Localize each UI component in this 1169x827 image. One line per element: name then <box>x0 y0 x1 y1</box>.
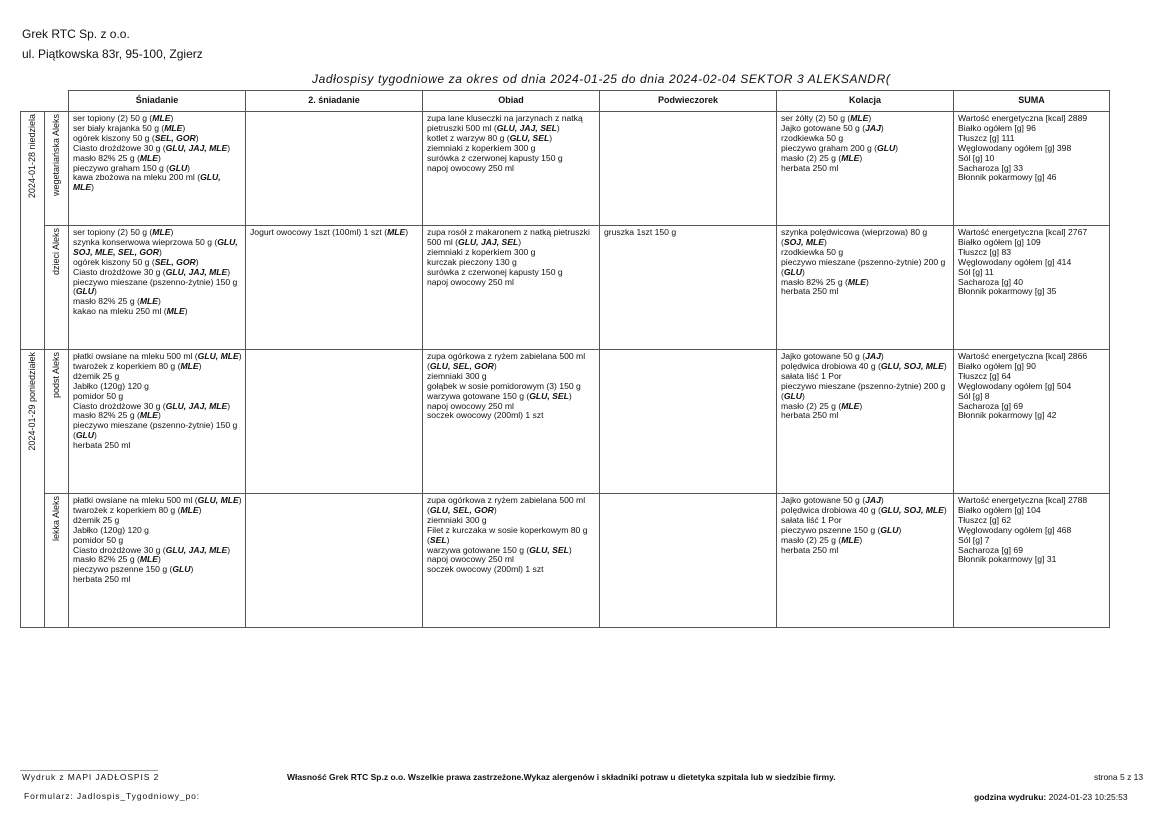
day-label: 2024-01-29 poniedziałek <box>27 352 38 451</box>
nutrition-value: Białko ogółem [g] 96 <box>958 122 1036 133</box>
meal-item: Ciasto drożdżowe 30 g (GLU, JAJ, MLE) <box>73 266 231 277</box>
meal-item: zupa ogórkowa z ryżem zabielana 500 ml (GLU, SEL, GOR) <box>427 495 586 515</box>
nutrition-value: Wartość energetyczna [kcal] 2889 <box>958 113 1088 123</box>
meal-item: herbata 250 ml <box>781 410 839 421</box>
allergen-codes: MLE <box>139 296 159 307</box>
nutrition-value: Błonnik pokarmowy [g] 42 <box>958 410 1057 421</box>
meal-item: ser topiony (2) 50 g (MLE) <box>73 227 174 237</box>
column-header: Obiad <box>423 91 600 112</box>
meal-item: sałata liść 1 Por <box>781 514 842 525</box>
weekly-menu-table <box>20 90 1110 628</box>
allergen-codes: GLU <box>172 564 191 575</box>
meal-item: pieczywo mieszane (pszenno-żytnie) 200 g (GLU) <box>781 380 946 401</box>
meal-item: gołąbek w sosie pomidorowym (3) 150 g <box>427 380 581 391</box>
meal-item: Ciasto drożdżowe 30 g (GLU, JAJ, MLE) <box>73 544 231 555</box>
allergen-codes: GLU <box>880 524 899 535</box>
allergen-codes: MLE <box>139 152 159 163</box>
meal-item: kurczak pieczony 130 g <box>427 256 517 267</box>
allergen-codes: MLE <box>850 113 869 123</box>
meal-cell <box>69 350 246 494</box>
diet-group-label: dzieci Aleks <box>51 228 62 276</box>
meal-item: napoj owocowy 250 ml <box>427 162 514 173</box>
nutrition-value: Wartość energetyczna [kcal] 2767 <box>958 227 1088 237</box>
allergen-codes: GLU <box>169 162 188 173</box>
meal-item: napoj owocowy 250 ml <box>427 554 514 565</box>
allergen-codes: MLE <box>387 227 406 237</box>
footer-print-time <box>974 792 1128 802</box>
allergen-codes: MLE <box>164 122 183 133</box>
allergen-codes: GLU <box>75 286 95 297</box>
header-blank <box>21 91 45 112</box>
allergen-codes: GLU <box>75 430 95 441</box>
meal-cell <box>69 112 246 226</box>
meal-item: sałata liść 1 Por <box>781 370 842 381</box>
meal-item: ser topiony (2) 50 g (MLE) <box>73 113 174 123</box>
menu-row <box>21 350 1110 494</box>
nutrition-value: Wartość energetyczna [kcal] 2788 <box>958 495 1088 505</box>
meal-item: pieczywo pszenne 150 g (GLU) <box>781 524 902 535</box>
meal-item: kotlet z warzyw 80 g (GLU, SEL) <box>427 132 553 143</box>
meal-item: Jabłko (120g) 120 g <box>73 380 149 391</box>
footer-form: Formularz: Jadlospis_Tygodniowy_po: <box>24 791 201 801</box>
allergen-codes: MLE <box>152 113 171 123</box>
meal-item: pieczywo graham 150 g (GLU) <box>73 162 191 173</box>
nutrition-value: Węglowodany ogółem [g] 468 <box>958 524 1072 535</box>
meal-item: zupa lane kluseczki na jarzynach z natką pietruszki 500 ml (GLU, JAJ, SEL) <box>427 113 583 133</box>
meal-cell <box>423 350 600 494</box>
meal-cell <box>777 494 954 628</box>
meal-item: polędwica drobiowa 40 g (GLU, SOJ, MLE) <box>781 504 947 515</box>
meal-item: masło (2) 25 g (MLE) <box>781 534 863 545</box>
allergen-codes: JAJ <box>865 495 881 505</box>
meal-item: Jogurt owocowy 1szt (100ml) 1 szt (MLE) <box>250 227 409 237</box>
nutrition-value: Białko ogółem [g] 90 <box>958 360 1036 371</box>
meal-item: zupa rosół z makaronem z natką pietruszki 500 ml (GLU, JAJ, SEL) <box>427 227 590 247</box>
allergen-codes: GLU, SOJ, MLE <box>880 360 944 371</box>
meal-cell <box>246 350 423 494</box>
allergen-codes: MLE <box>841 400 860 411</box>
allergen-codes: JAJ <box>865 351 881 361</box>
allergen-codes: GLU, SEL, GOR <box>429 360 494 371</box>
meal-item: surówka z czerwonej kapusty 150 g <box>427 152 563 163</box>
company-block <box>22 24 203 64</box>
meal-item: masło 82% 25 g (MLE) <box>73 296 161 307</box>
allergen-codes: GLU <box>783 266 803 277</box>
allergen-codes: MLE <box>139 554 159 565</box>
menu-row <box>21 494 1110 628</box>
meal-item: szynka konserwowa wieprzowa 50 g (GLU, SOJ, MLE, SEL, GOR) <box>73 236 238 257</box>
nutrition-value: Sól [g] 10 <box>958 152 995 163</box>
meal-item: herbata 250 ml <box>781 286 839 297</box>
nutrition-value: Sól [g] 8 <box>958 390 990 401</box>
meal-item: pieczywo mieszane (pszenno-żytnie) 150 g (GLU) <box>73 276 238 297</box>
allergen-codes: GLU, MLE <box>197 351 239 361</box>
allergen-codes: MLE <box>166 306 185 317</box>
meal-item: napoj owocowy 250 ml <box>427 400 514 411</box>
allergen-codes: GLU, JAJ, SEL <box>496 122 557 133</box>
column-header: Podwieczorek <box>600 91 777 112</box>
nutrition-summary-cell <box>954 350 1110 494</box>
meal-item: herbata 250 ml <box>781 162 839 173</box>
nutrition-value: Tłuszcz [g] 64 <box>958 370 1012 381</box>
nutrition-value: Sacharoza [g] 69 <box>958 400 1023 411</box>
meal-item: twarożek z koperkiem 80 g (MLE) <box>73 360 202 371</box>
meal-cell <box>777 112 954 226</box>
meal-cell <box>600 226 777 350</box>
meal-item: pieczywo graham 200 g (GLU) <box>781 142 899 153</box>
meal-cell <box>423 494 600 628</box>
meal-item: pieczywo mieszane (pszenno-żytnie) 200 g (GLU) <box>781 256 946 277</box>
meal-item: Jajko gotowane 50 g (JAJ) <box>781 495 884 505</box>
nutrition-value: Sacharoza [g] 40 <box>958 276 1023 287</box>
meal-item: ser żółty (2) 50 g (MLE) <box>781 113 872 123</box>
diet-group-cell <box>45 226 69 350</box>
company-name: Grek RTC Sp. z o.o. <box>22 27 130 41</box>
meal-item: Jajko gotowane 50 g (JAJ) <box>781 351 884 361</box>
meal-item: ogórek kiszony 50 g (SEL, GOR) <box>73 256 199 267</box>
meal-item: gruszka 1szt 150 g <box>604 227 677 237</box>
footer-printout: Wydruk z MAPI JADŁOSPIS 2 <box>22 772 160 782</box>
nutrition-value: Błonnik pokarmowy [g] 31 <box>958 554 1057 565</box>
meal-cell <box>69 226 246 350</box>
meal-item: kawa zbożowa na mleku 200 ml (GLU, MLE) <box>73 172 221 193</box>
nutrition-value: Węglowodany ogółem [g] 398 <box>958 142 1072 153</box>
meal-item: herbata 250 ml <box>73 440 131 451</box>
meal-cell <box>777 226 954 350</box>
nutrition-value: Sacharoza [g] 69 <box>958 544 1023 555</box>
nutrition-value: Węglowodany ogółem [g] 414 <box>958 256 1072 267</box>
allergen-codes: MLE <box>139 410 159 421</box>
nutrition-summary-cell <box>954 112 1110 226</box>
meal-item: twarożek z koperkiem 80 g (MLE) <box>73 504 202 515</box>
header-blank <box>45 91 69 112</box>
nutrition-value: Węglowodany ogółem [g] 504 <box>958 380 1072 391</box>
meal-item: warzywa gotowane 150 g (GLU, SEL) <box>427 544 572 555</box>
allergen-codes: SOJ, MLE <box>783 236 824 247</box>
meal-cell <box>600 494 777 628</box>
day-cell <box>21 112 45 350</box>
meal-cell <box>246 112 423 226</box>
allergen-codes: GLU <box>783 390 803 401</box>
meal-item: ogórek kiszony 50 g (SEL, GOR) <box>73 132 199 143</box>
allergen-codes: MLE <box>180 504 199 515</box>
meal-cell <box>69 494 246 628</box>
allergen-codes: GLU, JAJ, SEL <box>458 236 519 247</box>
meal-item: dżemik 25 g <box>73 514 120 525</box>
meal-item: soczek owocowy (200ml) 1 szt <box>427 564 544 575</box>
allergen-codes: MLE <box>180 360 199 371</box>
allergen-codes: SEL, GOR <box>154 256 196 267</box>
column-header: SUMA <box>954 91 1110 112</box>
meal-cell <box>600 112 777 226</box>
diet-group-label: podst Aleks <box>51 352 62 399</box>
meal-cell <box>246 494 423 628</box>
nutrition-value: Białko ogółem [g] 109 <box>958 236 1041 247</box>
meal-item: Jabłko (120g) 120 g <box>73 524 149 535</box>
meal-item: zupa ogórkowa z ryżem zabielana 500 ml (GLU, SEL, GOR) <box>427 351 586 371</box>
allergen-codes: SEL, GOR <box>154 132 196 143</box>
footer-divider <box>20 770 158 771</box>
allergen-codes: MLE <box>841 534 860 545</box>
meal-item: ziemniaki z koperkiem 300 g <box>427 246 536 257</box>
meal-item: herbata 250 ml <box>73 574 131 585</box>
meal-cell <box>423 112 600 226</box>
meal-item: herbata 250 ml <box>781 544 839 555</box>
meal-item: ziemniaki 300 g <box>427 370 487 381</box>
meal-item: polędwica drobiowa 40 g (GLU, SOJ, MLE) <box>781 360 947 371</box>
diet-group-label: wegetariańska Aleks <box>51 114 62 197</box>
allergen-codes: GLU, JAJ, MLE <box>165 266 228 277</box>
diet-group-label: lekka Aleks <box>51 496 62 542</box>
allergen-codes: MLE <box>847 276 867 287</box>
meal-item: płatki owsiane na mleku 500 ml (GLU, MLE) <box>73 351 242 361</box>
meal-item: warzywa gotowane 150 g (GLU, SEL) <box>427 390 572 401</box>
meal-cell <box>423 226 600 350</box>
allergen-codes: GLU, JAJ, MLE <box>165 544 228 555</box>
meal-item: surówka z czerwonej kapusty 150 g <box>427 266 563 277</box>
allergen-codes: GLU, SOJ, MLE, SEL, GOR <box>73 236 238 257</box>
diet-group-cell <box>45 112 69 226</box>
meal-item: masło 82% 25 g (MLE) <box>781 276 869 287</box>
meal-item: rzodkiewka 50 g <box>781 246 844 257</box>
menu-row <box>21 112 1110 226</box>
meal-item: masło (2) 25 g (MLE) <box>781 400 863 411</box>
allergen-codes: GLU, SEL <box>529 544 569 555</box>
nutrition-summary-cell <box>954 226 1110 350</box>
meal-item: napoj owocowy 250 ml <box>427 276 514 287</box>
allergen-codes: GLU, MLE <box>73 172 221 193</box>
allergen-codes: GLU, MLE <box>197 495 239 505</box>
nutrition-value: Wartość energetyczna [kcal] 2866 <box>958 351 1088 361</box>
meal-item: ziemniaki z koperkiem 300 g <box>427 142 536 153</box>
meal-cell <box>246 226 423 350</box>
meal-cell <box>777 350 954 494</box>
meal-item: masło 82% 25 g (MLE) <box>73 554 161 565</box>
meal-item: Jajko gotowane 50 g (JAJ) <box>781 122 884 133</box>
column-header: 2. śniadanie <box>246 91 423 112</box>
column-header: Kolacja <box>777 91 954 112</box>
diet-group-cell <box>45 494 69 628</box>
day-cell <box>21 350 45 628</box>
allergen-codes: SEL <box>429 534 447 545</box>
meal-item: dżemik 25 g <box>73 370 120 381</box>
column-header: Śniadanie <box>69 91 246 112</box>
nutrition-value: Białko ogółem [g] 104 <box>958 504 1041 515</box>
footer-copyright: Własność Grek RTC Sp.z o.o. Wszelkie prawa zastrzeżone.Wykaz alergenów i składniki potraw u dietetyka szpitala lub w siedzibie firmy. <box>287 772 836 782</box>
meal-item: masło 82% 25 g (MLE) <box>73 152 161 163</box>
nutrition-value: Sól [g] 11 <box>958 266 994 277</box>
print-time-label: godzina wydruku: <box>974 792 1047 802</box>
diet-group-cell <box>45 350 69 494</box>
meal-item: kakao na mleku 250 ml (MLE) <box>73 306 188 317</box>
print-time-value: 2024-01-23 10:25:53 <box>1048 792 1128 802</box>
document-title: Jadłospisy tygodniowe za okres od dnia 2024-01-25 do dnia 2024-02-04 SEKTOR 3 ALEKSANDR( <box>312 72 891 86</box>
allergen-codes: MLE <box>152 227 171 237</box>
footer-page-number: strona 5 z 13 <box>1094 772 1144 782</box>
meal-item: masło (2) 25 g (MLE) <box>781 152 863 163</box>
nutrition-value: Tłuszcz [g] 111 <box>958 132 1015 143</box>
meal-item: pieczywo mieszane (pszenno-żytnie) 150 g (GLU) <box>73 420 238 441</box>
meal-item: rzodkiewka 50 g <box>781 132 844 143</box>
meal-item: pomidor 50 g <box>73 534 124 545</box>
nutrition-value: Tłuszcz [g] 62 <box>958 514 1012 525</box>
meal-item: ser biały krajanka 50 g (MLE) <box>73 122 186 133</box>
allergen-codes: GLU, SEL, GOR <box>429 504 494 515</box>
nutrition-value: Sól [g] 7 <box>958 534 990 545</box>
meal-cell <box>600 350 777 494</box>
meal-item: Ciasto drożdżowe 30 g (GLU, JAJ, MLE) <box>73 142 231 153</box>
meal-item: masło 82% 25 g (MLE) <box>73 410 161 421</box>
menu-row <box>21 226 1110 350</box>
meal-item: Ciasto drożdżowe 30 g (GLU, JAJ, MLE) <box>73 400 231 411</box>
allergen-codes: GLU, SEL <box>529 390 569 401</box>
allergen-codes: JAJ <box>865 122 881 133</box>
company-address: ul. Piątkowska 83r, 95-100, Zgierz <box>22 47 203 61</box>
nutrition-summary-cell <box>954 494 1110 628</box>
nutrition-value: Sacharoza [g] 33 <box>958 162 1023 173</box>
allergen-codes: MLE <box>841 152 860 163</box>
nutrition-value: Błonnik pokarmowy [g] 46 <box>958 172 1057 183</box>
meal-item: pieczywo pszenne 150 g (GLU) <box>73 564 194 575</box>
allergen-codes: GLU, SEL <box>509 132 550 143</box>
allergen-codes: GLU, SOJ, MLE <box>880 504 944 515</box>
meal-item: ziemniaki 300 g <box>427 514 487 525</box>
header-row <box>21 91 1110 112</box>
allergen-codes: GLU, JAJ, MLE <box>165 400 228 411</box>
day-label: 2024-01-28 niedziela <box>27 114 38 199</box>
meal-item: Filet z kurczaka w sosie koperkowym 80 g (SEL) <box>427 524 588 545</box>
meal-item: soczek owocowy (200ml) 1 szt <box>427 410 544 421</box>
meal-item: płatki owsiane na mleku 500 ml (GLU, MLE) <box>73 495 242 505</box>
allergen-codes: GLU, JAJ, MLE <box>165 142 228 153</box>
allergen-codes: GLU <box>877 142 896 153</box>
nutrition-value: Błonnik pokarmowy [g] 35 <box>958 286 1057 297</box>
nutrition-value: Tłuszcz [g] 83 <box>958 246 1012 257</box>
meal-item: szynka polędwicowa (wieprzowa) 80 g (SOJ, MLE) <box>781 227 928 247</box>
meal-item: pomidor 50 g <box>73 390 124 401</box>
